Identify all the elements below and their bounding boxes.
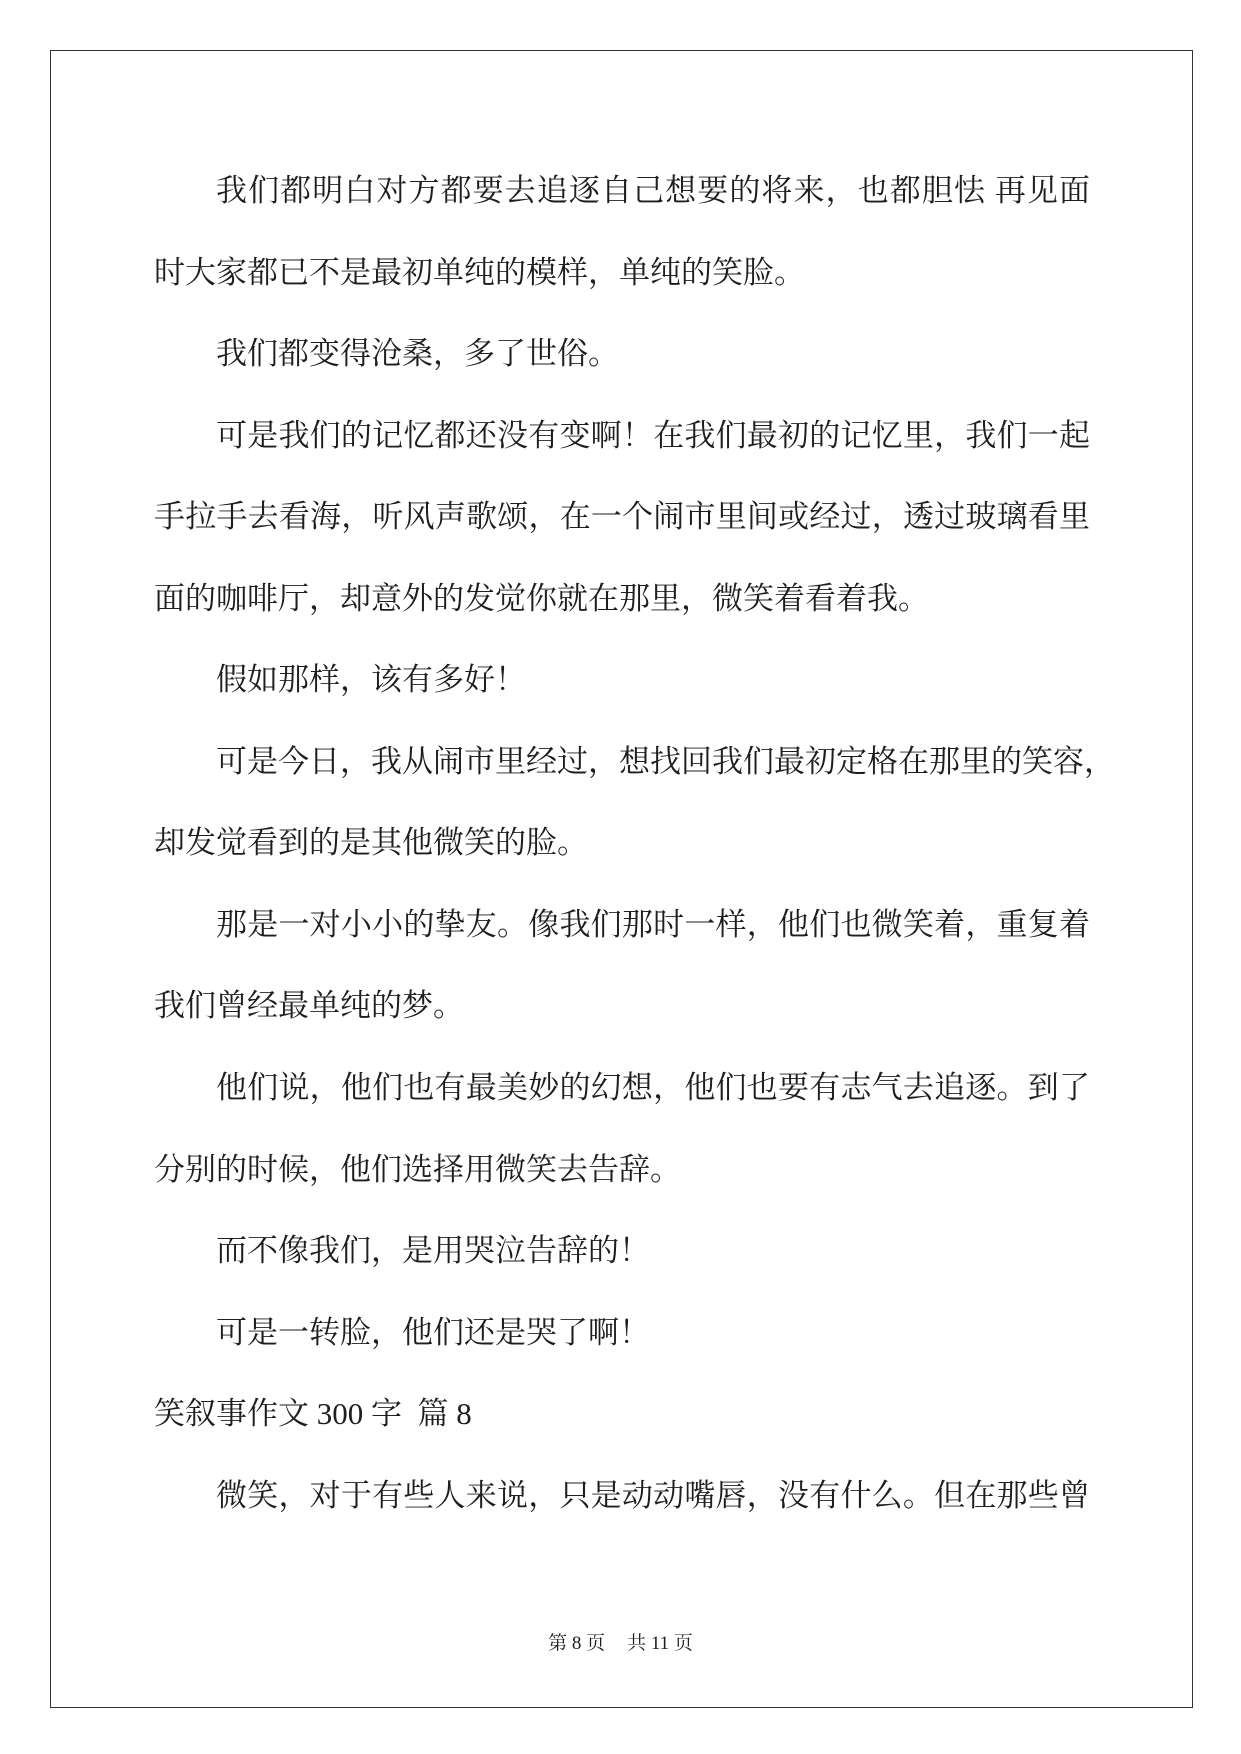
paragraph-line: 面的咖啡厅，却意外的发觉你就在那里，微笑着看着我。 [154, 580, 929, 616]
paragraph [154, 1210, 1090, 1292]
paragraph-line: 我们曾经最单纯的梦。 [154, 988, 464, 1024]
paragraph [154, 1047, 1090, 1210]
paragraph [154, 150, 1090, 313]
paragraph [154, 1292, 1090, 1374]
page-footer [0, 1632, 1241, 1656]
current-page-label: 第 8 页 [548, 1633, 606, 1654]
paragraph-line: 却发觉看到的是其他微笑的脸。 [154, 825, 588, 861]
paragraph-line: 那是一对小小的挚友。像我们那时一样，他们也微笑着，重复着 [216, 906, 1090, 942]
paragraph-line: 而不像我们，是用哭泣告辞的！ [216, 1233, 650, 1269]
section-heading: 笑叙事作文 300 字 篇 8 [154, 1396, 472, 1432]
paragraph [154, 884, 1090, 1047]
paragraph [154, 1455, 1090, 1537]
paragraph-line: 手拉手去看海，听风声歌颂，在一个闹市里间或经过，透过玻璃看里 [154, 499, 1090, 535]
paragraph-line: 时大家都已不是最初单纯的模样，单纯的笑脸。 [154, 254, 805, 290]
paragraph-line: 可是一转脸，他们还是哭了啊！ [216, 1314, 650, 1350]
paragraph-line: 我们都变得沧桑，多了世俗。 [216, 336, 619, 372]
document-body [154, 150, 1115, 1536]
paragraph-line: 可是今日，我从闹市里经过，想找回我们最初定格在那里的笑容， [216, 743, 1115, 779]
paragraph-line: 他们说，他们也有最美妙的幻想，他们也要有志气去追逐。到了 [216, 1070, 1090, 1106]
paragraph-line: 可是我们的记忆都还没有变啊！在我们最初的记忆里，我们一起 [216, 417, 1090, 453]
paragraph [154, 639, 1090, 721]
paragraph-line: 我们都明白对方都要去追逐自己想要的将来，也都胆怯 再见面 [216, 173, 1090, 208]
paragraph-line: 假如那样，该有多好！ [216, 662, 526, 698]
paragraph [154, 313, 1090, 395]
paragraph [154, 721, 1115, 884]
paragraph [154, 395, 1090, 640]
paragraph-line: 微笑，对于有些人来说，只是动动嘴唇，没有什么。但在那些曾 [216, 1477, 1090, 1513]
total-pages-label: 共 11 页 [627, 1633, 693, 1654]
paragraph-line: 分别的时候，他们选择用微笑去告辞。 [154, 1151, 681, 1187]
